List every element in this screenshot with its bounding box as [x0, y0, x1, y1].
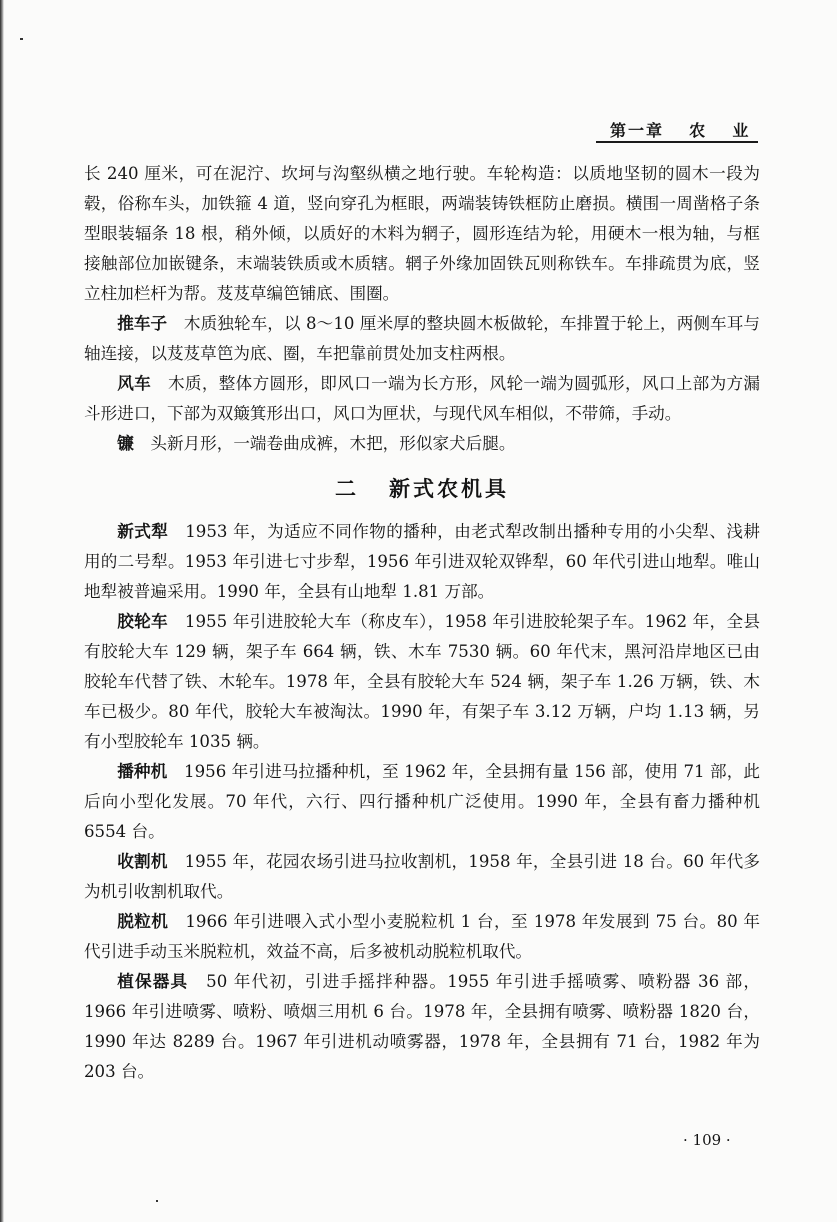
entry-term: 脱粒机: [117, 912, 169, 931]
paragraph-text: 头新月形，一端卷曲成裤，木把，形似家犬后腿。: [150, 434, 516, 453]
paragraph: [84, 757, 760, 847]
paragraph-text: 1956 年引进马拉播种机，至 1962 年，全县拥有量 156 部，使用 71 部，此后向小型化发展。70 年代，六行、四行播种机广泛使用。1990 年，全县有畜力播种机 6554 台。: [84, 762, 761, 841]
section-number: 二: [335, 476, 359, 501]
paragraph: [84, 607, 760, 757]
entry-term: 播种机: [117, 762, 168, 781]
paragraph: [84, 159, 760, 309]
header-rule: [596, 141, 758, 143]
paragraph-text: 木质，整体方圆形，即风口一端为长方形，风轮一端为圆弧形，风口上部为方漏斗形进口，下部为双簸箕形出口，风口为匣状，与现代风车相似，不带筛，手动。: [84, 374, 761, 423]
scan-mark: [20, 38, 23, 40]
entry-term: 推车子: [117, 314, 168, 333]
paragraph-text: 长 240 厘米，可在泥泞、坎坷与沟壑纵横之地行驶。车轮构造：以质地坚韧的圆木一段为毂，俗称车头，加铁箍 4 道，竖向穿孔为框眼，两端装铸铁框防止磨损。横围一周凿格子条型眼装辐条 18 根，稍外倾，以质好的木料为辋子，圆形连结为轮，用硬木一根为轴，与框接触部位加嵌键条，末端装铁质或木质辖。辋子外缘加固铁瓦则称铁车。车排疏贯为底，竖立柱加栏杆为帮。芨芨草编笆铺底、围圈。: [84, 164, 760, 303]
paragraph: [84, 369, 760, 429]
entry-term: 新式犁: [117, 522, 169, 541]
scan-mark: [156, 1200, 158, 1202]
binding-edge: [0, 0, 4, 1222]
body-text: [84, 159, 760, 1087]
paragraph-text: 1955 年引进胶轮大车（称皮车），1958 年引进胶轮架子车。1962 年，全县有胶轮大车 129 辆，架子车 664 辆，铁、木车 7530 辆。60 年代末，黑河沿岸地区已由胶轮车代替了铁、木轮车。1978 年，全县有胶轮大车 524 辆，架子车 1.26 万辆，铁、木车已极少。80 年代，胶轮大车被淘汰。1990 年，有架子车 3.12 万辆，户均 1.13 辆，另有小型胶轮车 1035 辆。: [84, 612, 761, 751]
paragraph: [84, 517, 760, 607]
paragraph: [84, 309, 760, 369]
chapter-title: 农: [689, 121, 708, 140]
running-header: [610, 118, 750, 141]
entry-term: 胶轮车: [117, 612, 168, 631]
paragraph-text: 1953 年，为适应不同作物的播种，由老式犁改制出播种专用的小尖犁、浅耕用的二号犁。1953 年引进七寸步犁，1956 年引进双轮双铧犁，60 年代引进山地犁。唯山地犁被普遍采用。1990 年，全县有山地犁 1.81 万部。: [84, 522, 760, 601]
entry-term: 风车: [117, 374, 152, 393]
paragraph-text: 1966 年引进喂入式小型小麦脱粒机 1 台，至 1978 年发展到 75 台。80 年代引进手动玉米脱粒机，效益不高，后多被机动脱粒机取代。: [84, 912, 760, 961]
entry-term: 植保器具: [117, 972, 189, 991]
chapter-label: 第一章: [610, 121, 665, 140]
entry-term: 收割机: [117, 852, 168, 871]
section-heading: [84, 471, 760, 507]
section-title: 新式农机具: [389, 476, 509, 501]
chapter-title-2: 业: [732, 121, 751, 140]
paragraph-text: 1955 年，花园农场引进马拉收割机，1958 年，全县引进 18 台。60 年代多为机引收割机取代。: [84, 852, 761, 901]
entry-term: 镰: [117, 434, 134, 453]
page-number: · 109 ·: [683, 1131, 731, 1149]
paragraph: [84, 429, 760, 459]
paragraph: [84, 967, 760, 1087]
paragraph-text: 50 年代初，引进手摇拌种器。1955 年引进手摇喷雾、喷粉器 36 部，1966 年引进喷雾、喷粉、喷烟三用机 6 台。1978 年，全县拥有喷雾、喷粉器 1820 台，1990 年达 8289 台。1967 年引进机动喷雾器，1978 年，全县拥有 71 台，1982 年为 203 台。: [84, 972, 761, 1081]
paragraph-text: 木质独轮车，以 8～10 厘米厚的整块圆木板做轮，车排置于轮上，两侧车耳与轴连接，以芨芨草笆为底、圈，车把靠前贯处加支柱两根。: [84, 314, 761, 363]
paragraph: [84, 847, 760, 907]
paragraph: [84, 907, 760, 967]
